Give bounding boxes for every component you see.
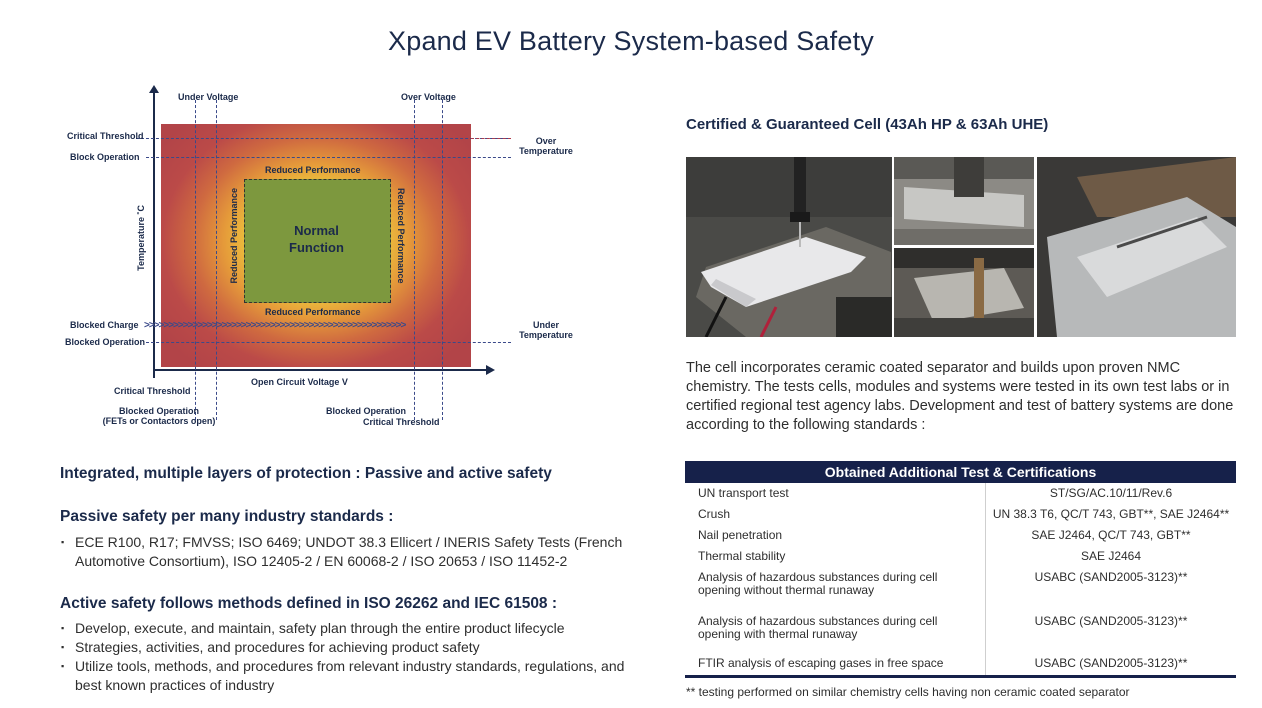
table-row [685, 483, 1236, 504]
over-temperature-line2: Temperature [519, 146, 573, 156]
table-bottom-rule [685, 675, 1236, 678]
normal-function-label [244, 222, 389, 256]
list-item: ▪ Strategies, activities, and procedures for achieving product safety [59, 638, 634, 657]
nail-penetration-photo [686, 157, 892, 337]
y-axis-arrow [149, 85, 159, 93]
under-temperature-line1: Under [532, 320, 559, 330]
certification-rows [685, 483, 1236, 675]
over-temperature-line [471, 138, 511, 139]
crush-test-photo [894, 157, 1034, 245]
under-voltage-line-2 [216, 100, 217, 420]
over-voltage-label: Over Voltage [401, 92, 456, 102]
passive-safety-heading: Passive safety per many industry standards : [60, 508, 394, 525]
test-cell: Thermal stability [685, 546, 986, 567]
cell-opening-photo [1037, 157, 1236, 337]
over-temperature-line1: Over [535, 136, 557, 146]
test-cell: UN transport test [685, 483, 986, 504]
passive-safety-list [59, 533, 629, 571]
protection-heading: Integrated, multiple layers of protection : Passive and active safety [60, 465, 552, 482]
critical-threshold-top-line [136, 138, 508, 139]
test-cell: Analysis of hazardous substances during cell opening with thermal runaway [685, 608, 986, 649]
blocked-operation-right-label: Blocked Operation [326, 406, 407, 416]
ocv-axis-label: Open Circuit Voltage V [251, 377, 348, 387]
standard-cell: ST/SG/AC.10/11/Rev.6 [1049, 486, 1173, 500]
blocked-operation-left-label: Blocked Operation [65, 337, 146, 347]
thermal-test-photo [894, 248, 1034, 337]
table-row [685, 649, 1236, 675]
standard-cell: UN 38.3 T6, QC/T 743, GBT**, SAE J2464** [992, 507, 1230, 521]
reduced-performance-top: Reduced Performance [265, 165, 361, 175]
critical-threshold-left-label: Critical Threshold [114, 386, 191, 396]
active-safety-list [59, 619, 634, 695]
block-operation-top-line [146, 157, 511, 158]
under-temperature-label [511, 320, 581, 340]
table-footnote: ** testing performed on similar chemistry cells having non ceramic coated separator [686, 685, 1130, 699]
cell-heading: Certified & Guaranteed Cell (43Ah HP & 63Ah UHE) [686, 116, 1049, 133]
blocked-operation-fets-line1: Blocked Operation [118, 406, 199, 416]
reduced-performance-left: Reduced Performance [229, 188, 239, 284]
reduced-performance-bottom: Reduced Performance [265, 307, 361, 317]
temperature-axis-label: Temperature ˚C [136, 205, 146, 271]
table-row [685, 504, 1236, 525]
table-row [685, 567, 1236, 608]
standard-cell: SAE J2464, QC/T 743, GBT** [1031, 528, 1191, 542]
blocked-charge-label: Blocked Charge [70, 320, 139, 330]
test-cell: Analysis of hazardous substances during cell opening without thermal runaway [685, 567, 986, 608]
table-title: Obtained Additional Test & Certifications [685, 461, 1236, 483]
safety-zone-diagram [56, 85, 616, 435]
table-row [685, 546, 1236, 567]
blocked-charge-chevrons: >>>>>>>>>>>>>>>>>>>>>>>>>>>>>>>>>>>>>>>>>>>>>>>>>>>>>> [144, 320, 406, 331]
cell-description: The cell incorporates ceramic coated separator and builds upon proven NMC chemistry. The tests cells, modules and systems were tested in its own test labs or in certified regional test agency labs. Development and test of battery systems are done according to the following standards : [686, 360, 1234, 433]
critical-threshold-right-label: Critical Threshold [363, 417, 440, 427]
page-title: Xpand EV Battery System-based Safety [388, 26, 874, 56]
over-temperature-label [511, 136, 581, 156]
blocked-operation-fets-line2: (FETs or Contactors open) [102, 416, 216, 426]
standard-cell: USABC (SAND2005-3123)** [1034, 614, 1188, 628]
reduced-performance-right: Reduced Performance [396, 188, 406, 284]
under-voltage-label: Under Voltage [178, 92, 239, 102]
list-item: ▪ Develop, execute, and maintain, safety plan through the entire product lifecycle [59, 619, 634, 638]
block-operation-top-label: Block Operation [70, 152, 140, 162]
over-voltage-line-1 [414, 100, 415, 420]
certification-table [685, 461, 1236, 678]
table-row [685, 525, 1236, 546]
x-axis-arrow [486, 365, 495, 375]
list-item: ▪ Utilize tools, methods, and procedures from relevant industry standards, regulations, and best known practices of industry [59, 657, 634, 695]
standard-cell: USABC (SAND2005-3123)** [1034, 656, 1188, 670]
standard-cell: SAE J2464 [1080, 549, 1142, 563]
active-safety-heading: Active safety follows methods defined in ISO 26262 and IEC 61508 : [60, 595, 558, 612]
under-temperature-line2: Temperature [519, 330, 573, 340]
list-item: ▪ ECE R100, R17; FMVSS; ISO 6469; UNDOT 38.3 Ellicert / INERIS Safety Tests (French Automotive Consortium), ISO 12405-2 / EN 60068-2 / ISO 20653 / ISO 11452-2 [59, 533, 629, 571]
normal-function-line2: Function [289, 240, 344, 255]
normal-function-line1: Normal [294, 223, 339, 238]
x-axis [153, 369, 488, 371]
standard-cell: USABC (SAND2005-3123)** [1034, 570, 1188, 584]
critical-threshold-top-label: Critical Threshold [67, 131, 144, 141]
under-temperature-line [146, 342, 511, 343]
table-row [685, 608, 1236, 649]
over-voltage-line-2 [442, 100, 443, 420]
test-cell: Crush [685, 504, 986, 525]
blocked-operation-fets-label [94, 406, 224, 426]
under-voltage-line-1 [195, 100, 196, 420]
test-cell: Nail penetration [685, 525, 986, 546]
test-cell: FTIR analysis of escaping gases in free space [685, 649, 986, 675]
y-axis [153, 88, 155, 378]
